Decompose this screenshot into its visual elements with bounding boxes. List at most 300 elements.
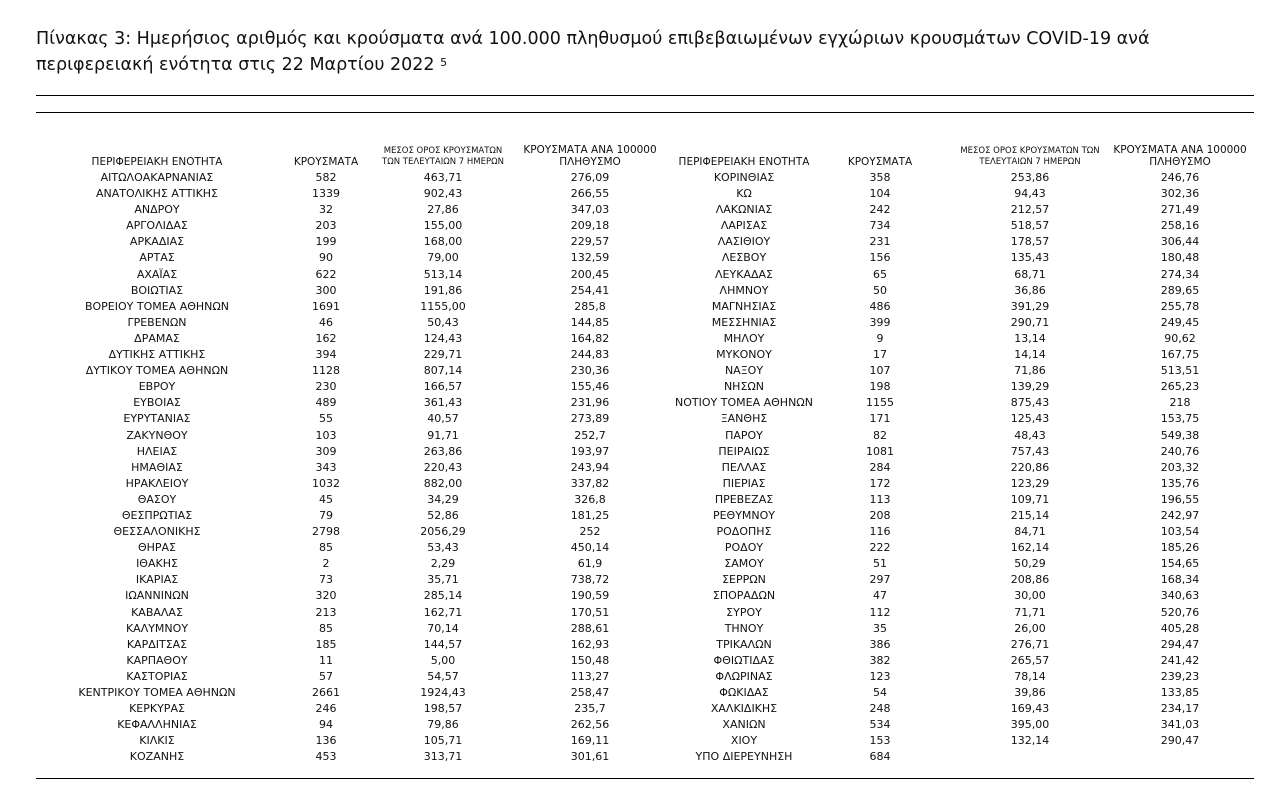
left-avg-cell: 124,43 <box>423 331 463 345</box>
left-avg-cell: 79,86 <box>427 718 459 732</box>
right-cases-cell: 358 <box>869 171 891 184</box>
left-per100k-cell: 170,51 <box>570 605 610 619</box>
right-per100k-cell: 513,51 <box>1160 364 1200 378</box>
left-cases-cell: 203 <box>315 219 337 233</box>
left-cases-cell: 45 <box>319 492 333 506</box>
left-cases-cell: 2 <box>322 557 330 571</box>
right-per100k-cell: 255,78 <box>1160 299 1200 313</box>
right-unit-cell: ΛΕΣΒΟΥ <box>721 251 767 265</box>
right-cases-cell: 248 <box>869 702 891 716</box>
table-row <box>36 605 1254 621</box>
page-title <box>36 26 1266 78</box>
table-row <box>36 717 1254 733</box>
left-avg-cell: 50,43 <box>427 315 459 329</box>
table-row <box>36 508 1254 524</box>
right-avg-cell: 78,14 <box>1014 669 1046 683</box>
right-unit-cell: ΛΑΡΙΣΑΣ <box>720 219 768 233</box>
right-avg-cell: 125,43 <box>1010 412 1050 426</box>
left-avg-cell: 144,57 <box>423 637 463 651</box>
right-avg-cell: 39,86 <box>1014 686 1046 699</box>
right-per100k-cell: 241,42 <box>1160 653 1200 667</box>
left-avg-cell: 155,00 <box>423 219 463 233</box>
table-row <box>36 283 1254 299</box>
right-cases-cell: 1155 <box>866 396 894 410</box>
right-avg-cell: 48,43 <box>1014 428 1046 442</box>
table-row <box>36 588 1254 604</box>
left-cases-cell: 489 <box>315 396 337 410</box>
table-row <box>36 347 1254 363</box>
left-per100k-cell: 61,9 <box>577 557 603 571</box>
left-unit-cell: ΑΧΑΪΑΣ <box>136 267 178 281</box>
table-row <box>36 267 1254 283</box>
left-unit-cell: ΑΡΓΟΛΙΔΑΣ <box>126 219 188 233</box>
right-unit-cell: ΣΠΟΡΑΔΩΝ <box>712 589 776 603</box>
right-per100k-cell: 242,97 <box>1160 508 1200 522</box>
right-avg-cell: 215,14 <box>1010 508 1050 522</box>
right-unit-cell: ΛΕΥΚΑΔΑΣ <box>715 267 773 281</box>
table-row <box>36 299 1254 315</box>
left-unit-cell: ΑΝΑΤΟΛΙΚΗΣ ΑΤΤΙΚΗΣ <box>96 187 218 201</box>
right-cases-cell: 112 <box>869 605 891 619</box>
left-per100k-cell: 229,57 <box>570 235 610 249</box>
table-row <box>36 363 1254 379</box>
right-unit-cell: ΦΛΩΡΙΝΑΣ <box>715 669 773 683</box>
left-avg-cell: 263,86 <box>423 444 463 458</box>
right-per100k-cell: 90,62 <box>1164 331 1196 345</box>
left-unit-cell: ΙΘΑΚΗΣ <box>136 557 178 571</box>
left-cases-cell: 309 <box>315 444 337 458</box>
left-per100k-cell: 276,09 <box>570 171 610 184</box>
table-row <box>36 749 1254 765</box>
right-per100k-cell: 289,65 <box>1160 283 1200 297</box>
left-per100k-cell: 301,61 <box>570 750 610 764</box>
right-avg-cell: 50,29 <box>1014 557 1046 571</box>
table-row <box>36 460 1254 476</box>
left-avg-cell: 79,00 <box>427 251 459 265</box>
right-cases-cell: 50 <box>873 283 887 297</box>
left-avg-cell: 1155,00 <box>420 299 466 313</box>
right-per100k-cell: 239,23 <box>1160 669 1200 683</box>
left-per100k-cell: 244,83 <box>570 348 610 362</box>
left-avg-cell: 902,43 <box>423 187 463 201</box>
right-avg-cell: 518,57 <box>1010 219 1050 233</box>
right-unit-cell: ΤΡΙΚΑΛΩΝ <box>716 637 772 651</box>
header-cases-right: ΚΡΟΥΣΜΑΤΑ <box>847 156 913 168</box>
left-avg-cell: 91,71 <box>427 428 459 442</box>
left-per100k-cell: 162,93 <box>570 637 610 651</box>
left-unit-cell: ΗΛΕΙΑΣ <box>136 444 178 458</box>
right-avg-cell: 290,71 <box>1010 315 1050 329</box>
right-cases-cell: 54 <box>873 686 887 699</box>
left-avg-cell: 229,71 <box>423 348 463 362</box>
table-row <box>36 218 1254 234</box>
table-row <box>36 476 1254 492</box>
left-cases-cell: 1032 <box>312 476 340 490</box>
left-cases-cell: 2798 <box>312 525 340 539</box>
left-avg-cell: 52,86 <box>427 508 459 522</box>
left-unit-cell: ΔΥΤΙΚΟΥ ΤΟΜΕΑ ΑΘΗΝΩΝ <box>85 364 229 378</box>
right-cases-cell: 486 <box>869 299 891 313</box>
left-unit-cell: ΕΒΡΟΥ <box>138 380 176 394</box>
left-unit-cell: ΑΝΔΡΟΥ <box>134 203 180 217</box>
right-cases-cell: 684 <box>869 750 891 764</box>
left-per100k-cell: 243,94 <box>570 460 610 474</box>
right-unit-cell: ΝΗΣΩΝ <box>723 380 765 394</box>
right-per100k-cell: 302,36 <box>1160 187 1200 201</box>
left-per100k-cell: 252 <box>579 525 601 539</box>
right-per100k-cell: 249,45 <box>1160 315 1200 329</box>
left-cases-cell: 57 <box>319 669 333 683</box>
left-unit-cell: ΘΕΣΣΑΛΟΝΙΚΗΣ <box>113 525 201 539</box>
right-avg-cell: 162,14 <box>1010 541 1050 555</box>
right-cases-cell: 51 <box>873 557 887 571</box>
left-unit-cell: ΑΡΚΑΔΙΑΣ <box>129 235 185 249</box>
table-row <box>36 428 1254 444</box>
table-row <box>36 556 1254 572</box>
right-cases-cell: 82 <box>873 428 887 442</box>
left-cases-cell: 136 <box>315 734 337 748</box>
left-per100k-cell: 738,72 <box>570 573 610 587</box>
right-avg-cell: 26,00 <box>1014 621 1046 635</box>
left-unit-cell: ΘΕΣΠΡΩΤΙΑΣ <box>121 508 193 522</box>
right-cases-cell: 113 <box>869 492 891 506</box>
table-row <box>36 202 1254 218</box>
left-unit-cell: ΕΥΡΥΤΑΝΙΑΣ <box>123 412 191 426</box>
left-cases-cell: 55 <box>319 412 333 426</box>
table-top-rule <box>36 112 1254 113</box>
left-cases-cell: 1128 <box>312 364 340 378</box>
left-cases-cell: 1339 <box>312 187 340 201</box>
table-row <box>36 492 1254 508</box>
left-avg-cell: 2,29 <box>430 557 456 571</box>
right-unit-cell: ΛΑΣΙΘΙΟΥ <box>717 235 771 249</box>
right-unit-cell: ΠΙΕΡΙΑΣ <box>722 476 766 490</box>
right-unit-cell: ΜΗΛΟΥ <box>723 331 765 345</box>
title-text: Πίνακας 3: Ημερήσιος αριθμός και κρούσματα ανά 100.000 πληθυσμού επιβεβαιωμένων εγχώριων κρουσμάτων COVID-19 ανά περιφερειακή ενότητα στις 22 Μαρτίου 2022 <box>36 29 1150 75</box>
right-avg-cell: 178,57 <box>1010 235 1050 249</box>
table-row <box>36 379 1254 395</box>
left-cases-cell: 46 <box>319 315 333 329</box>
left-unit-cell: ΘΗΡΑΣ <box>137 541 177 555</box>
left-avg-cell: 166,57 <box>423 380 463 394</box>
right-cases-cell: 17 <box>873 348 887 362</box>
left-unit-cell: ΚΑΡΠΑΘΟΥ <box>126 653 188 667</box>
left-avg-cell: 40,57 <box>427 412 459 426</box>
left-unit-cell: ΚΕΦΑΛΛΗΝΙΑΣ <box>117 718 197 732</box>
left-per100k-cell: 209,18 <box>570 219 610 233</box>
top-rule <box>36 95 1254 96</box>
left-unit-cell: ΔΥΤΙΚΗΣ ΑΤΤΙΚΗΣ <box>108 348 206 362</box>
right-unit-cell: ΣΥΡΟΥ <box>726 605 762 619</box>
right-unit-cell: ΡΟΔΟΠΗΣ <box>716 525 772 539</box>
right-per100k-cell: 265,23 <box>1160 380 1200 394</box>
left-per100k-cell: 326,8 <box>574 492 606 506</box>
right-unit-cell: ΦΩΚΙΔΑΣ <box>719 686 769 699</box>
right-unit-cell: ΜΑΓΝΗΣΙΑΣ <box>711 299 777 313</box>
right-unit-cell: ΜΥΚΟΝΟΥ <box>716 348 772 362</box>
left-per100k-cell: 288,61 <box>570 621 610 635</box>
table-row <box>36 685 1254 701</box>
left-unit-cell: ΗΜΑΘΙΑΣ <box>131 460 183 474</box>
left-unit-cell: ΚΙΛΚΙΣ <box>139 734 175 748</box>
left-per100k-cell: 144,85 <box>570 315 610 329</box>
right-unit-cell: ΧΑΝΙΩΝ <box>722 718 766 732</box>
table-row <box>36 315 1254 331</box>
right-unit-cell: ΧΙΟΥ <box>730 734 758 748</box>
left-unit-cell: ΘΑΣΟΥ <box>137 492 177 506</box>
right-per100k-cell: 240,76 <box>1160 444 1200 458</box>
right-unit-cell: ΚΩ <box>736 187 752 201</box>
right-per100k-cell: 234,17 <box>1160 702 1200 716</box>
right-per100k-cell: 341,03 <box>1160 718 1200 732</box>
left-cases-cell: 79 <box>319 508 333 522</box>
left-per100k-cell: 230,36 <box>570 364 610 378</box>
left-per100k-cell: 254,41 <box>570 283 610 297</box>
left-avg-cell: 34,29 <box>427 492 459 506</box>
right-cases-cell: 1081 <box>866 444 894 458</box>
left-cases-cell: 11 <box>319 653 333 667</box>
right-unit-cell: ΦΘΙΩΤΙΔΑΣ <box>713 653 775 667</box>
left-avg-cell: 168,00 <box>423 235 463 249</box>
left-cases-cell: 300 <box>315 283 337 297</box>
right-cases-cell: 386 <box>869 637 891 651</box>
left-cases-cell: 394 <box>315 348 337 362</box>
left-avg-cell: 53,43 <box>427 541 459 555</box>
left-unit-cell: ΖΑΚΥΝΘΟΥ <box>126 428 188 442</box>
left-cases-cell: 582 <box>315 171 337 184</box>
left-cases-cell: 1691 <box>312 299 340 313</box>
table-row <box>36 170 1254 186</box>
right-unit-cell: ΝΟΤΙΟΥ ΤΟΜΕΑ ΑΘΗΝΩΝ <box>675 396 813 410</box>
left-per100k-cell: 252,7 <box>574 428 606 442</box>
right-cases-cell: 123 <box>869 669 891 683</box>
right-per100k-cell: 218 <box>1169 396 1191 410</box>
right-cases-cell: 399 <box>869 315 891 329</box>
left-per100k-cell: 231,96 <box>570 396 610 410</box>
left-cases-cell: 90 <box>319 251 333 265</box>
left-avg-cell: 361,43 <box>423 396 463 410</box>
left-per100k-cell: 450,14 <box>570 541 610 555</box>
right-per100k-cell: 103,54 <box>1160 525 1200 539</box>
table-row <box>36 444 1254 460</box>
header-cases-left: ΚΡΟΥΣΜΑΤΑ <box>293 156 359 168</box>
right-per100k-cell: 520,76 <box>1160 605 1200 619</box>
right-unit-cell: ΥΠΟ ΔΙΕΡΕΥΝΗΣΗ <box>695 750 793 764</box>
header-unit-right: ΠΕΡΙΦΕΡΕΙΑΚΗ ΕΝΟΤΗΤΑ <box>678 156 810 168</box>
left-per100k-cell: 285,8 <box>574 299 606 313</box>
table-row <box>36 186 1254 202</box>
left-per100k-cell: 132,59 <box>570 251 610 265</box>
left-unit-cell: ΗΡΑΚΛΕΙΟΥ <box>125 476 189 490</box>
left-unit-cell: ΚΑΣΤΟΡΙΑΣ <box>126 669 188 683</box>
right-cases-cell: 104 <box>869 187 891 201</box>
table-row <box>36 669 1254 685</box>
right-cases-cell: 734 <box>869 219 891 233</box>
right-cases-cell: 231 <box>869 235 891 249</box>
left-unit-cell: ΚΑΡΔΙΤΣΑΣ <box>126 637 188 651</box>
left-cases-cell: 85 <box>319 541 333 555</box>
right-avg-cell: 94,43 <box>1014 187 1046 201</box>
table-header <box>36 135 1254 170</box>
right-avg-cell: 109,71 <box>1010 492 1050 506</box>
right-cases-cell: 65 <box>873 267 887 281</box>
left-per100k-cell: 347,03 <box>570 203 610 217</box>
right-cases-cell: 153 <box>869 734 891 748</box>
right-avg-cell: 135,43 <box>1010 251 1050 265</box>
left-per100k-cell: 235,7 <box>574 702 606 716</box>
left-cases-cell: 320 <box>315 589 337 603</box>
left-avg-cell: 285,14 <box>423 589 463 603</box>
right-per100k-cell: 549,38 <box>1160 428 1200 442</box>
right-unit-cell: ΠΕΙΡΑΙΩΣ <box>718 444 770 458</box>
left-unit-cell: ΚΑΒΑΛΑΣ <box>131 605 183 619</box>
table-bottom-rule <box>36 778 1254 779</box>
left-unit-cell: ΒΟΙΩΤΙΑΣ <box>130 283 184 297</box>
right-cases-cell: 208 <box>869 508 891 522</box>
left-cases-cell: 453 <box>315 750 337 764</box>
right-avg-cell: 391,29 <box>1010 299 1050 313</box>
table-row <box>36 540 1254 556</box>
left-avg-cell: 105,71 <box>423 734 463 748</box>
right-cases-cell: 116 <box>869 525 891 539</box>
left-cases-cell: 94 <box>319 718 333 732</box>
right-unit-cell: ΛΑΚΩΝΙΑΣ <box>715 203 773 217</box>
table-row <box>36 395 1254 411</box>
right-cases-cell: 35 <box>873 621 887 635</box>
right-unit-cell: ΝΑΞΟΥ <box>724 364 764 378</box>
right-cases-cell: 47 <box>873 589 887 603</box>
right-avg-cell: 265,57 <box>1010 653 1050 667</box>
left-cases-cell: 185 <box>315 637 337 651</box>
right-unit-cell: ΣΑΜΟΥ <box>724 557 764 571</box>
right-avg-cell: 208,86 <box>1010 573 1050 587</box>
left-avg-cell: 70,14 <box>427 621 459 635</box>
covid-table <box>36 135 1254 765</box>
right-unit-cell: ΣΕΡΡΩΝ <box>722 573 766 587</box>
right-avg-cell: 30,00 <box>1014 589 1046 603</box>
left-cases-cell: 2661 <box>312 686 340 699</box>
left-unit-cell: ΙΚΑΡΙΑΣ <box>135 573 179 587</box>
right-per100k-cell: 185,26 <box>1160 541 1200 555</box>
right-avg-cell: 84,71 <box>1014 525 1046 539</box>
right-unit-cell: ΚΟΡΙΝΘΙΑΣ <box>713 171 775 184</box>
table-row <box>36 250 1254 266</box>
left-avg-cell: 191,86 <box>423 283 463 297</box>
left-avg-cell: 54,57 <box>427 669 459 683</box>
header-per100k-right: ΚΡΟΥΣΜΑΤΑ ΑΝΑ 100000 ΠΛΗΘΥΣΜΟ <box>1113 144 1247 168</box>
left-per100k-cell: 266,55 <box>570 187 610 201</box>
left-avg-cell: 5,00 <box>430 653 456 667</box>
left-per100k-cell: 150,48 <box>570 653 610 667</box>
left-avg-cell: 882,00 <box>423 476 463 490</box>
left-avg-cell: 1924,43 <box>420 686 466 699</box>
right-cases-cell: 297 <box>869 573 891 587</box>
header-per100k-left: ΚΡΟΥΣΜΑΤΑ ΑΝΑ 100000 ΠΛΗΘΥΣΜΟ <box>523 144 657 168</box>
left-unit-cell: ΓΡΕΒΕΝΩΝ <box>127 315 187 329</box>
right-avg-cell: 220,86 <box>1010 460 1050 474</box>
right-per100k-cell: 196,55 <box>1160 492 1200 506</box>
right-avg-cell: 212,57 <box>1010 203 1050 217</box>
table-row <box>36 653 1254 669</box>
title-footnote: 5 <box>440 56 448 69</box>
left-cases-cell: 246 <box>315 702 337 716</box>
left-per100k-cell: 193,97 <box>570 444 610 458</box>
table-row <box>36 701 1254 717</box>
right-per100k-cell: 246,76 <box>1160 171 1200 184</box>
right-cases-cell: 534 <box>869 718 891 732</box>
right-per100k-cell: 180,48 <box>1160 251 1200 265</box>
right-avg-cell: 875,43 <box>1010 396 1050 410</box>
right-avg-cell: 68,71 <box>1014 267 1046 281</box>
header-avg-left: ΜΕΣΟΣ ΟΡΟΣ ΚΡΟΥΣΜΑΤΩΝ ΤΩΝ ΤΕΛΕΥΤΑΙΩΝ 7 ΗΜΕΡΩΝ <box>382 146 504 167</box>
right-per100k-cell: 135,76 <box>1160 476 1200 490</box>
right-cases-cell: 242 <box>869 203 891 217</box>
right-cases-cell: 222 <box>869 541 891 555</box>
right-avg-cell: 132,14 <box>1010 734 1050 748</box>
left-unit-cell: ΒΟΡΕΙΟΥ ΤΟΜΕΑ ΑΘΗΝΩΝ <box>84 299 230 313</box>
table-row <box>36 637 1254 653</box>
left-unit-cell: ΕΥΒΟΙΑΣ <box>133 396 181 410</box>
left-cases-cell: 199 <box>315 235 337 249</box>
right-avg-cell: 757,43 <box>1010 444 1050 458</box>
right-per100k-cell: 168,34 <box>1160 573 1200 587</box>
right-avg-cell: 276,71 <box>1010 637 1050 651</box>
left-per100k-cell: 200,45 <box>570 267 610 281</box>
left-unit-cell: ΚΟΖΑΝΗΣ <box>129 750 185 764</box>
left-cases-cell: 343 <box>315 460 337 474</box>
left-unit-cell: ΚΕΡΚΥΡΑΣ <box>129 702 185 716</box>
right-unit-cell: ΡΟΔΟΥ <box>724 541 764 555</box>
left-per100k-cell: 273,89 <box>570 412 610 426</box>
left-cases-cell: 213 <box>315 605 337 619</box>
left-cases-cell: 73 <box>319 573 333 587</box>
left-per100k-cell: 262,56 <box>570 718 610 732</box>
left-avg-cell: 313,71 <box>423 750 463 764</box>
right-cases-cell: 156 <box>869 251 891 265</box>
right-avg-cell: 71,71 <box>1014 605 1046 619</box>
right-per100k-cell: 154,65 <box>1160 557 1200 571</box>
left-cases-cell: 230 <box>315 380 337 394</box>
table-row <box>36 234 1254 250</box>
right-per100k-cell: 258,16 <box>1160 219 1200 233</box>
table-row <box>36 621 1254 637</box>
left-avg-cell: 35,71 <box>427 573 459 587</box>
right-avg-cell: 36,86 <box>1014 283 1046 297</box>
right-unit-cell: ΠΑΡΟΥ <box>725 428 763 442</box>
header-avg-right: ΜΕΣΟΣ ΟΡΟΣ ΚΡΟΥΣΜΑΤΩΝ ΤΩΝ ΤΕΛΕΥΤΑΙΩΝ 7 ΗΜΕΡΩΝ <box>960 146 1100 167</box>
left-avg-cell: 162,71 <box>423 605 463 619</box>
right-cases-cell: 284 <box>869 460 891 474</box>
left-per100k-cell: 181,25 <box>570 508 610 522</box>
right-unit-cell: ΛΗΜΝΟΥ <box>719 283 769 297</box>
right-per100k-cell: 153,75 <box>1160 412 1200 426</box>
left-avg-cell: 198,57 <box>423 702 463 716</box>
right-unit-cell: ΡΕΘΥΜΝΟΥ <box>712 508 776 522</box>
left-per100k-cell: 155,46 <box>570 380 610 394</box>
left-avg-cell: 513,14 <box>423 267 463 281</box>
right-avg-cell: 14,14 <box>1014 348 1046 362</box>
left-cases-cell: 103 <box>315 428 337 442</box>
right-unit-cell: ΜΕΣΣΗΝΙΑΣ <box>711 315 777 329</box>
right-unit-cell: ΧΑΛΚΙΔΙΚΗΣ <box>710 702 778 716</box>
left-per100k-cell: 337,82 <box>570 476 610 490</box>
right-cases-cell: 9 <box>876 331 884 345</box>
right-per100k-cell: 274,34 <box>1160 267 1200 281</box>
table-row <box>36 331 1254 347</box>
left-per100k-cell: 169,11 <box>570 734 610 748</box>
right-per100k-cell: 340,63 <box>1160 589 1200 603</box>
left-unit-cell: ΚΑΛΥΜΝΟΥ <box>125 621 189 635</box>
